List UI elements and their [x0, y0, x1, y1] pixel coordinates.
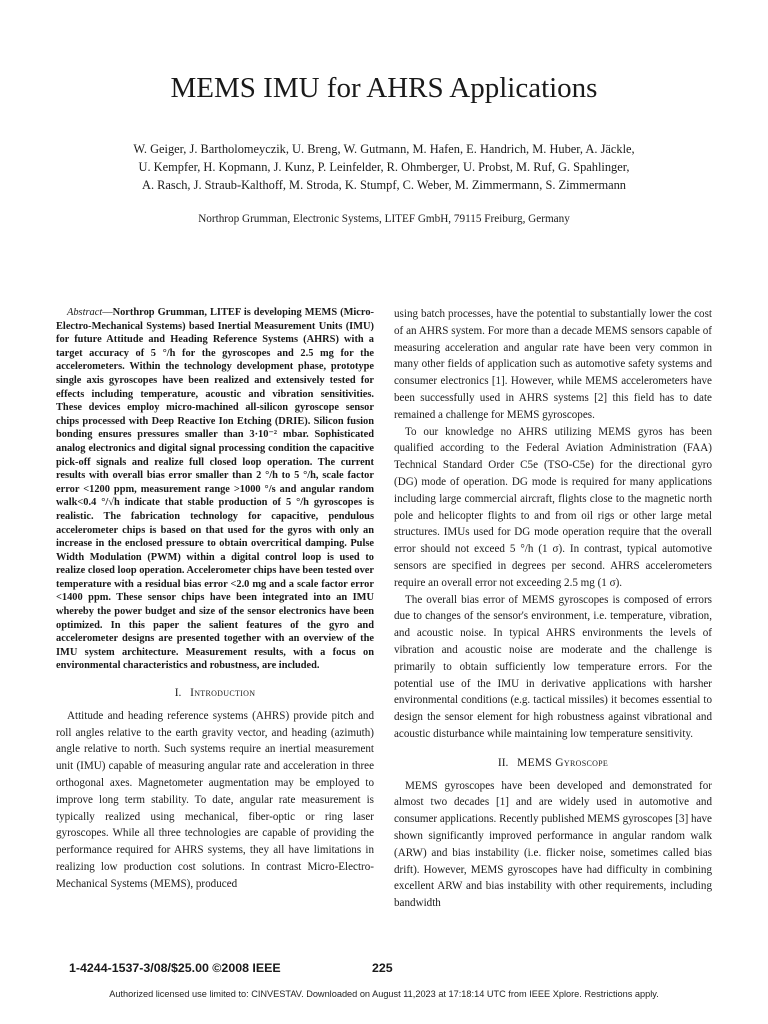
- author-line: U. Kempfer, H. Kopmann, J. Kunz, P. Leinfelder, R. Ohmberger, U. Probst, M. Ruf, G. Spahlinger,: [138, 160, 630, 174]
- left-column: [56, 306, 374, 893]
- paragraph: The overall bias error of MEMS gyroscopes is composed of errors due to changes of the sensor's environment, i.e. temperature, vibration, and acoustic noise. In typical AHRS environments the levels of vibration and acoustic noise are moderate and the challenge is primarily to obtain sufficiently low temperature errors. For the potential use of the IMU in derivative applications with harsher environmental conditions (e.g. tactical missiles) it becomes essential to design the sensor element for high robustness against vibrational and acoustic disturbance while maintaining low temperature sensitivity.: [394, 593, 712, 740]
- abstract-label: Abstract: [67, 307, 103, 318]
- paragraph: Attitude and heading reference systems (AHRS) provide pitch and roll angles relative to the earth gravity vector, and heading (azimuth) angle relative to north. Such systems require an inertial measurement unit (IMU) capable of measuring angular rate and acceleration in three orthogonal axes. Magnetometer augmentation may be employed to improve long term stability. To date, angular rate measurement is typically realized using mechanical, fiber-optic or ring laser gyroscopes. While all three technologies are capable of providing the performance required for AHRS systems, they all have limitations in realizing low production cost solutions. In contrast Micro-Electro-Mechanical Systems (MEMS), produced: [56, 709, 374, 890]
- paragraph: using batch processes, have the potential to substantially lower the cost of an AHRS system. For more than a decade MEMS sensors capable of measuring acceleration and angular rate have been very common in many other fields of application such as automotive safety systems and consumer electronics [1]. However, while MEMS accelerometers have been successfully used in AHRS systems [2] this field has to date remained a challenge for MEMS gyroscopes.: [394, 308, 712, 421]
- section-heading-introduction: [56, 685, 374, 702]
- section-title: MEMS Gyroscope: [517, 756, 609, 769]
- author-list: [60, 140, 708, 194]
- license-notice: Authorized licensed use limited to: CINVESTAV. Downloaded on August 11,2023 at 17:18:14 UTC from IEEE Xplore. Restrictions apply.: [109, 989, 659, 999]
- copyright-notice: 1-4244-1537-3/08/$25.00 ©2008 IEEE: [69, 961, 281, 975]
- paragraph: MEMS gyroscopes have been developed and demonstrated for almost two decades [1] and are widely used in automotive and consumer applications. Recently published MEMS gyroscopes [3] have shown significantly improved performance in angular random walk (ARW) and bias instability (i.e. flicker noise, sometimes called bias drift). However, MEMS gyroscopes have had difficulty in combining excellent ARW and bias instability with other requirements, including bandwidth: [394, 779, 712, 910]
- author-line: A. Rasch, J. Straub-Kalthoff, M. Stroda, K. Stumpf, C. Weber, M. Zimmermann, S. Zimmermann: [142, 178, 626, 192]
- affiliation: Northrop Grumman, Electronic Systems, LITEF GmbH, 79115 Freiburg, Germany: [198, 213, 570, 225]
- right-column: [394, 306, 712, 912]
- section-number: I.: [174, 687, 182, 700]
- section-title: Introduction: [190, 687, 256, 700]
- abstract-text: Northrop Grumman, LITEF is developing MEMS (Micro-Electro-Mechanical Systems) based Inertial Measurement Units (IMU) for future Attitude and Heading Reference Systems (AHRS) with a target accuracy of 5 °/h for the gyroscopes and 2.5 mg for the accelerometers. Within the technology development phase, prototype single axis gyroscopes have been realized and extensively tested for effects including temperature, acoustic and vibration sensitivities. These devices employ micro-machined all-silicon gyroscope sensor chips processed with Deep Reactive Ion Etching (DRIE). Silicon fusion bonding ensures pressures smaller than 3·10⁻² mbar. Sophisticated analog electronics and digital signal processing condition the capacitive pick-off signals and realize full closed loop operation. The current results with overall bias error smaller than 2 °/h to 5 °/h, scale factor error <1200 ppm, measurement range >1000 °/s and angular random walk<0.4 °/√h indicate that stable production of 5 °/h gyroscopes is realistic. The fabrication technology for capacitive, pendulous accelerometer chips is based on that used for the gyros with only an increase in the enclosed pressure to obtain overcritical damping. Pulse Width Modulation (PWM) within a digital control loop is used to realize closed loop operation. Accelerometer chips have been tested over temperature with a residual bias error <2.0 mg and a scale factor error <1400 ppm. These sensor chips have been integrated into an IMU whereby the power budget and size of the sensor electronics have been optimized. In this paper the salient features of the gyro and accelerometer designs are presented together with an overview of the IMU system architecture. Measurement results, with a focus on environmental characteristics and robustness, are included.: [56, 307, 374, 672]
- abstract: [56, 306, 374, 673]
- section-number: II.: [497, 756, 509, 769]
- paragraph: To our knowledge no AHRS utilizing MEMS gyros has been qualified according to the Federal Aviation Administration (FAA) Technical Standard Order C5e (TSO-C5e) for the directional gyro (DG) mode of operation. DG mode is required for many applications including large commercial aircraft, flights close to the magnetic north pole and helicopter flights to and from oil rigs or other large metal structures. IMUs used for DG mode operation require that the overall error should not exceed 5 °/h (1 σ). In contrast, typical automotive sensors are specified in degrees per second. AHRS accelerometers require an overall error not exceeding 2.5 mg (1 σ).: [394, 425, 712, 589]
- abstract-dash: —: [102, 307, 113, 318]
- paper-title: MEMS IMU for AHRS Applications: [170, 72, 598, 104]
- page-number: 225: [372, 961, 393, 975]
- author-line: W. Geiger, J. Bartholomeyczik, U. Breng, W. Gutmann, M. Hafen, E. Handrich, M. Huber, A. Jäckle,: [133, 142, 635, 156]
- section-heading-mems-gyroscope: [394, 755, 712, 772]
